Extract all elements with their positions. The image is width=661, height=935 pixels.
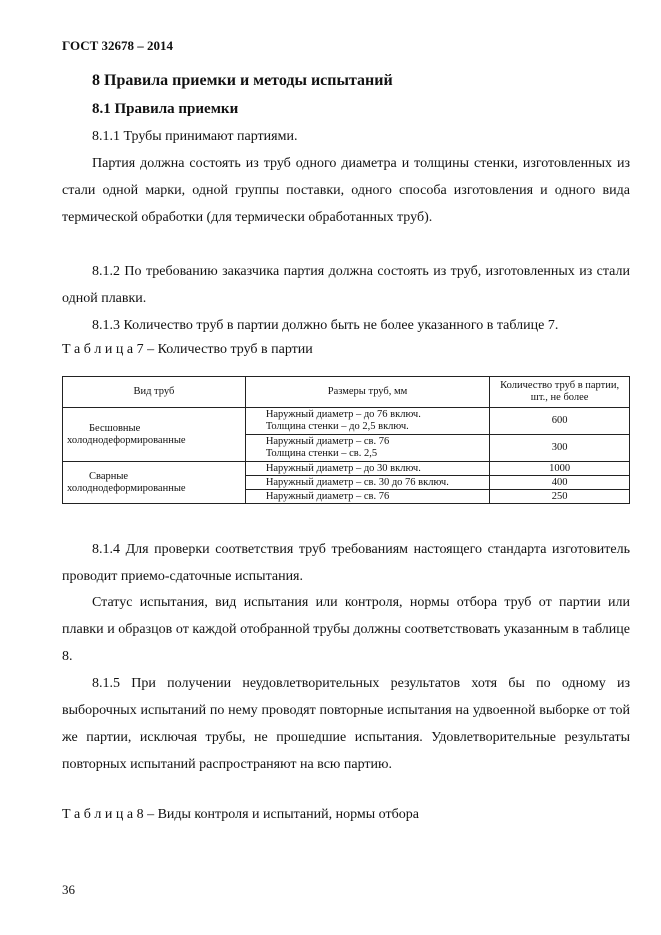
pipe-kind-line: холоднодеформированные — [67, 482, 186, 494]
size-cell — [245, 435, 489, 462]
table-header-row — [63, 377, 630, 408]
quantity-cell: 250 — [490, 490, 630, 504]
column-header-kind: Вид труб — [63, 377, 246, 408]
column-header-size: Размеры труб, мм — [245, 377, 489, 408]
quantity-cell: 300 — [490, 435, 630, 462]
size-cell: Наружный диаметр – св. 30 до 76 включ. — [245, 476, 489, 490]
size-cell — [245, 408, 489, 435]
section-title: 8 Правила приемки и методы испытаний — [92, 72, 393, 89]
size-cell: Наружный диаметр – св. 76 — [245, 490, 489, 504]
quantity-cell: 1000 — [490, 462, 630, 476]
size-line: Толщина стенки – св. 2,5 — [265, 448, 378, 459]
paragraph-8-1-2: 8.1.2 По требованию заказчика партия должна состоять из труб, изготовленных из стали одной плавки. — [62, 264, 630, 306]
size-line: Наружный диаметр – до 76 включ. — [265, 409, 421, 420]
table-row — [63, 408, 630, 435]
table8-caption: Т а б л и ц а 8 – Виды контроля и испытаний, нормы отбора — [62, 807, 419, 822]
document-header: ГОСТ 32678 – 2014 — [62, 38, 174, 53]
quantity-cell: 400 — [490, 476, 630, 490]
pipe-kind-line: Сварные — [89, 470, 129, 482]
paragraph-8-1-1: 8.1.1 Трубы принимают партиями. — [92, 129, 298, 144]
paragraph-party-definition: Партия должна состоять из труб одного диаметра и толщины стенки, изготовленных из стали одной марки, одной группы поставки, одного способа изготовления и одного вида термической обработки (для термически обработанных труб). — [62, 156, 630, 225]
pipe-kind-cell — [63, 462, 246, 504]
quantity-cell: 600 — [490, 408, 630, 435]
table-7 — [62, 376, 630, 504]
paragraph-status: Статус испытания, вид испытания или контроля, нормы отбора труб от партии или плавки и образцов от каждой отобранной трубы должны соответствовать указанным в таблице 8. — [62, 595, 630, 664]
paragraph-8-1-5: 8.1.5 При получении неудовлетворительных результатов хотя бы по одному из выборочных испытаний по нему проводят повторные испытания на удвоенной выборке от той же партии, исключая трубы, не прошедшие испытания. Удовлетворительные результаты повторных испытаний распространяют на всю партию. — [62, 676, 630, 772]
paragraph-8-1-3: 8.1.3 Количество труб в партии должно быть не более указанного в таблице 7. — [92, 318, 559, 333]
paragraph-8-1-4: 8.1.4 Для проверки соответствия труб требованиям настоящего стандарта изготовитель проводит приемо-сдаточные испытания. — [62, 542, 630, 584]
table7-caption: Т а б л и ц а 7 – Количество труб в партии — [62, 342, 313, 357]
pipe-kind-line: Бесшовные — [89, 422, 141, 434]
column-header-quantity: Количество труб в партии, шт., не более — [490, 377, 630, 408]
subsection-title: 8.1 Правила приемки — [92, 101, 239, 117]
page-number: 36 — [62, 882, 75, 897]
size-line: Толщина стенки – до 2,5 включ. — [265, 421, 409, 432]
pipe-kind-line: холоднодеформированные — [67, 434, 186, 446]
size-line: Наружный диаметр – св. 76 — [265, 436, 390, 447]
table-row — [63, 462, 630, 476]
pipe-kind-cell — [63, 408, 246, 462]
size-cell: Наружный диаметр – до 30 включ. — [245, 462, 489, 476]
